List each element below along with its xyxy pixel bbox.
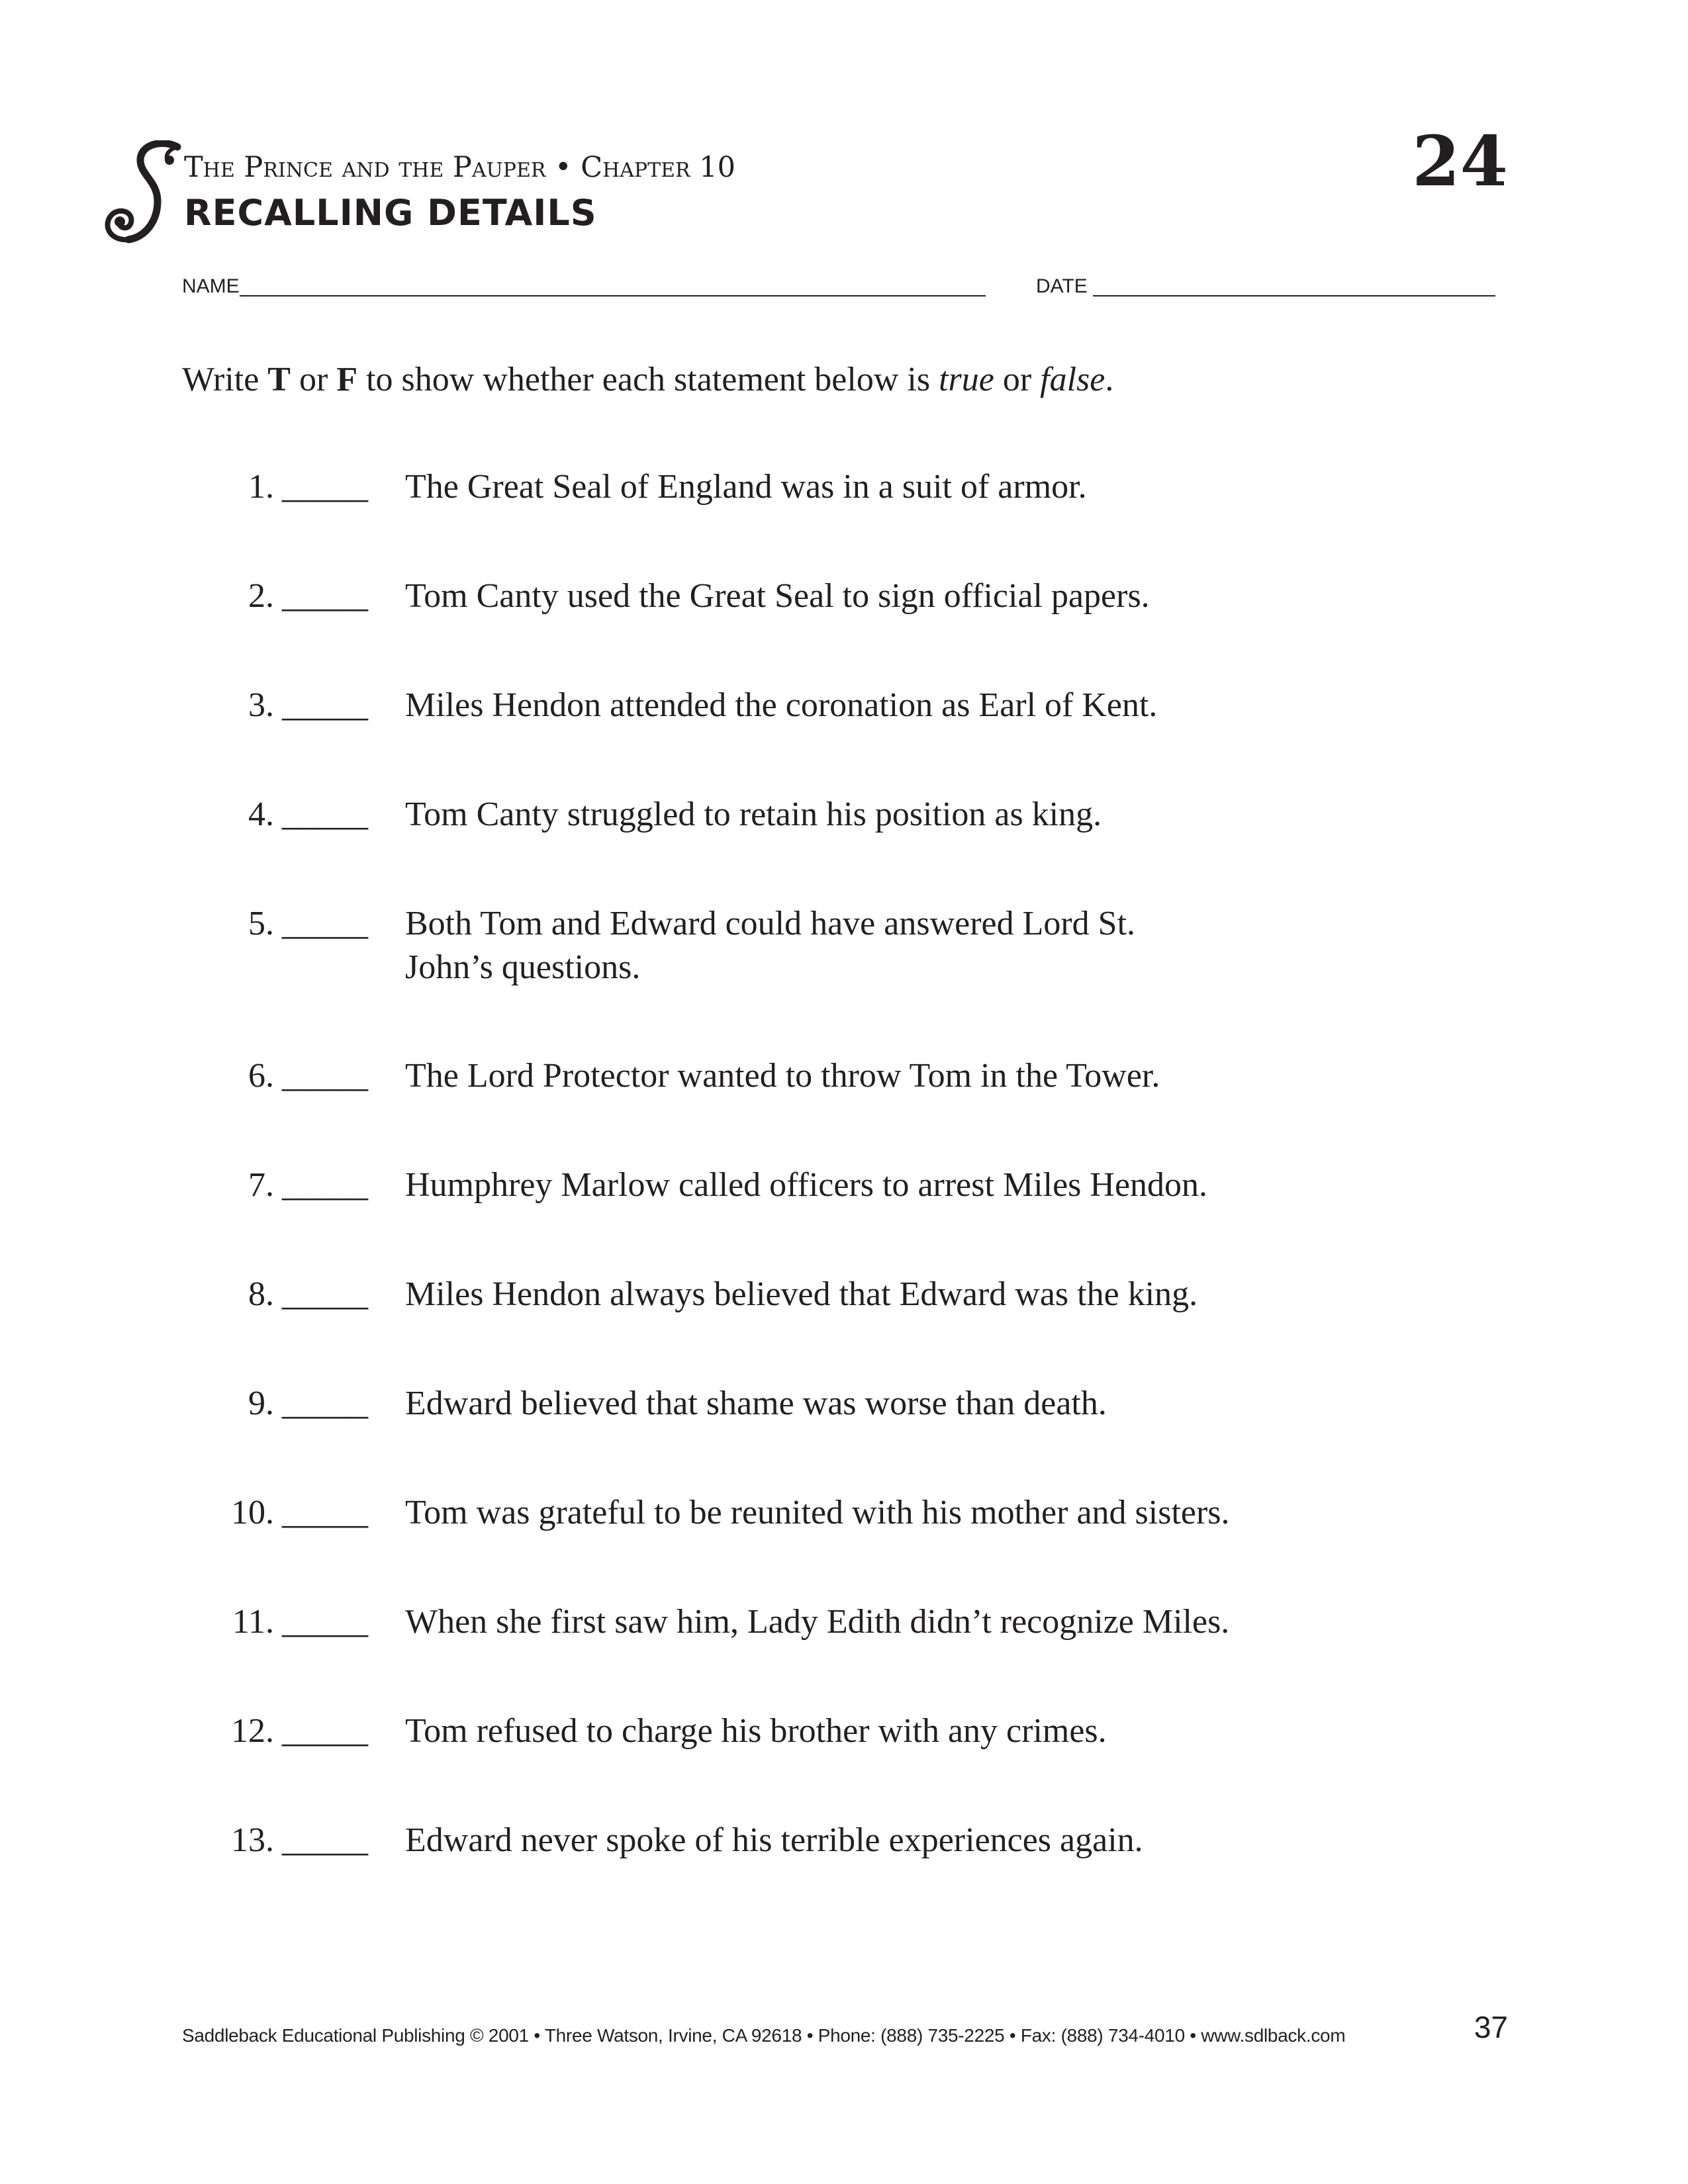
date-label: DATE [1036, 275, 1088, 297]
instruction-text: or [290, 361, 337, 398]
question-number: 13. [231, 1821, 274, 1859]
question-number: 1. [248, 468, 274, 506]
question-text: Humphrey Marlow called officers to arrest Miles Hendon. [405, 1166, 1208, 1204]
question-number: 11. [232, 1603, 274, 1641]
book-title: The Prince and the Pauper [184, 151, 546, 184]
answer-blank[interactable]: _____ [282, 577, 368, 615]
question-text: Tom Canty struggled to retain his position as king. [405, 796, 1102, 833]
page-number: 37 [1474, 2010, 1508, 2044]
question-number: 12. [231, 1712, 274, 1750]
question-text: Tom was grateful to be reunited with his mother and sisters. [405, 1494, 1230, 1531]
question-number: 2. [248, 577, 274, 615]
answer-blank[interactable]: _____ [282, 905, 368, 942]
question-text: Edward never spoke of his terrible experiences again. [405, 1821, 1143, 1859]
answer-blank[interactable]: _____ [282, 796, 368, 833]
answer-blank[interactable]: _____ [282, 1603, 368, 1641]
instruction-text: Write [182, 361, 268, 398]
question-number: 5. [248, 905, 274, 942]
name-field[interactable] [182, 277, 986, 296]
question-text: Edward believed that shame was worse than death. [405, 1385, 1107, 1422]
saddleback-s-logo-icon [99, 140, 185, 246]
question-text: The Lord Protector wanted to throw Tom in the Tower. [405, 1057, 1160, 1095]
instruction-text: to show whether each statement below is [357, 361, 939, 398]
question-number: 8. [248, 1275, 274, 1313]
instruction-text: . [1105, 361, 1114, 398]
instruction-false-word: false [1040, 361, 1105, 398]
publisher-footer: Saddleback Educational Publishing © 2001 • Three Watson, Irvine, CA 92618 • Phone: (888) 735-2225 • Fax: (888) 734-4010 • www.sdlback.com [182, 2025, 1346, 2046]
answer-blank[interactable]: _____ [282, 1166, 368, 1204]
chapter-label: Chapter 10 [581, 151, 735, 184]
answer-blank[interactable]: _____ [282, 1494, 368, 1531]
answer-blank[interactable]: _____ [282, 1712, 368, 1750]
question-number: 9. [248, 1385, 274, 1422]
answer-blank[interactable]: _____ [282, 686, 368, 724]
answer-blank[interactable]: _____ [282, 1057, 368, 1095]
question-number: 4. [248, 796, 274, 833]
name-line[interactable] [240, 277, 986, 296]
question-number: 7. [248, 1166, 274, 1204]
question-text: When she first saw him, Lady Edith didn’t recognize Miles. [405, 1603, 1230, 1641]
date-line[interactable] [1093, 277, 1495, 296]
instructions [182, 363, 1113, 397]
answer-blank[interactable]: _____ [282, 1385, 368, 1422]
instruction-true-word: true [939, 361, 994, 398]
instruction-text: or [994, 361, 1041, 398]
title-separator: • [555, 151, 572, 184]
sheet-number: 24 [1412, 120, 1508, 202]
name-label: NAME [182, 275, 240, 297]
question-text: The Great Seal of England was in a suit of armor. [405, 468, 1087, 506]
question-number: 10. [231, 1494, 274, 1531]
instruction-false-letter: F [336, 361, 358, 398]
date-field[interactable] [1036, 277, 1495, 296]
question-text: Tom Canty used the Great Seal to sign official papers. [405, 577, 1150, 615]
question-text: Both Tom and Edward could have answered Lord St. John’s questions. [405, 905, 1136, 986]
section-title: RECALLING DETAILS [184, 192, 597, 234]
answer-blank[interactable]: _____ [282, 1821, 368, 1859]
question-text: Tom refused to charge his brother with any crimes. [405, 1712, 1107, 1750]
answer-blank[interactable]: _____ [282, 468, 368, 506]
instruction-true-letter: T [267, 361, 291, 398]
answer-blank[interactable]: _____ [282, 1275, 368, 1313]
question-text: Miles Hendon attended the coronation as Earl of Kent. [405, 686, 1158, 724]
question-text: Miles Hendon always believed that Edward was the king. [405, 1275, 1198, 1313]
series-title [184, 151, 735, 184]
question-number: 6. [248, 1057, 274, 1095]
question-number: 3. [248, 686, 274, 724]
